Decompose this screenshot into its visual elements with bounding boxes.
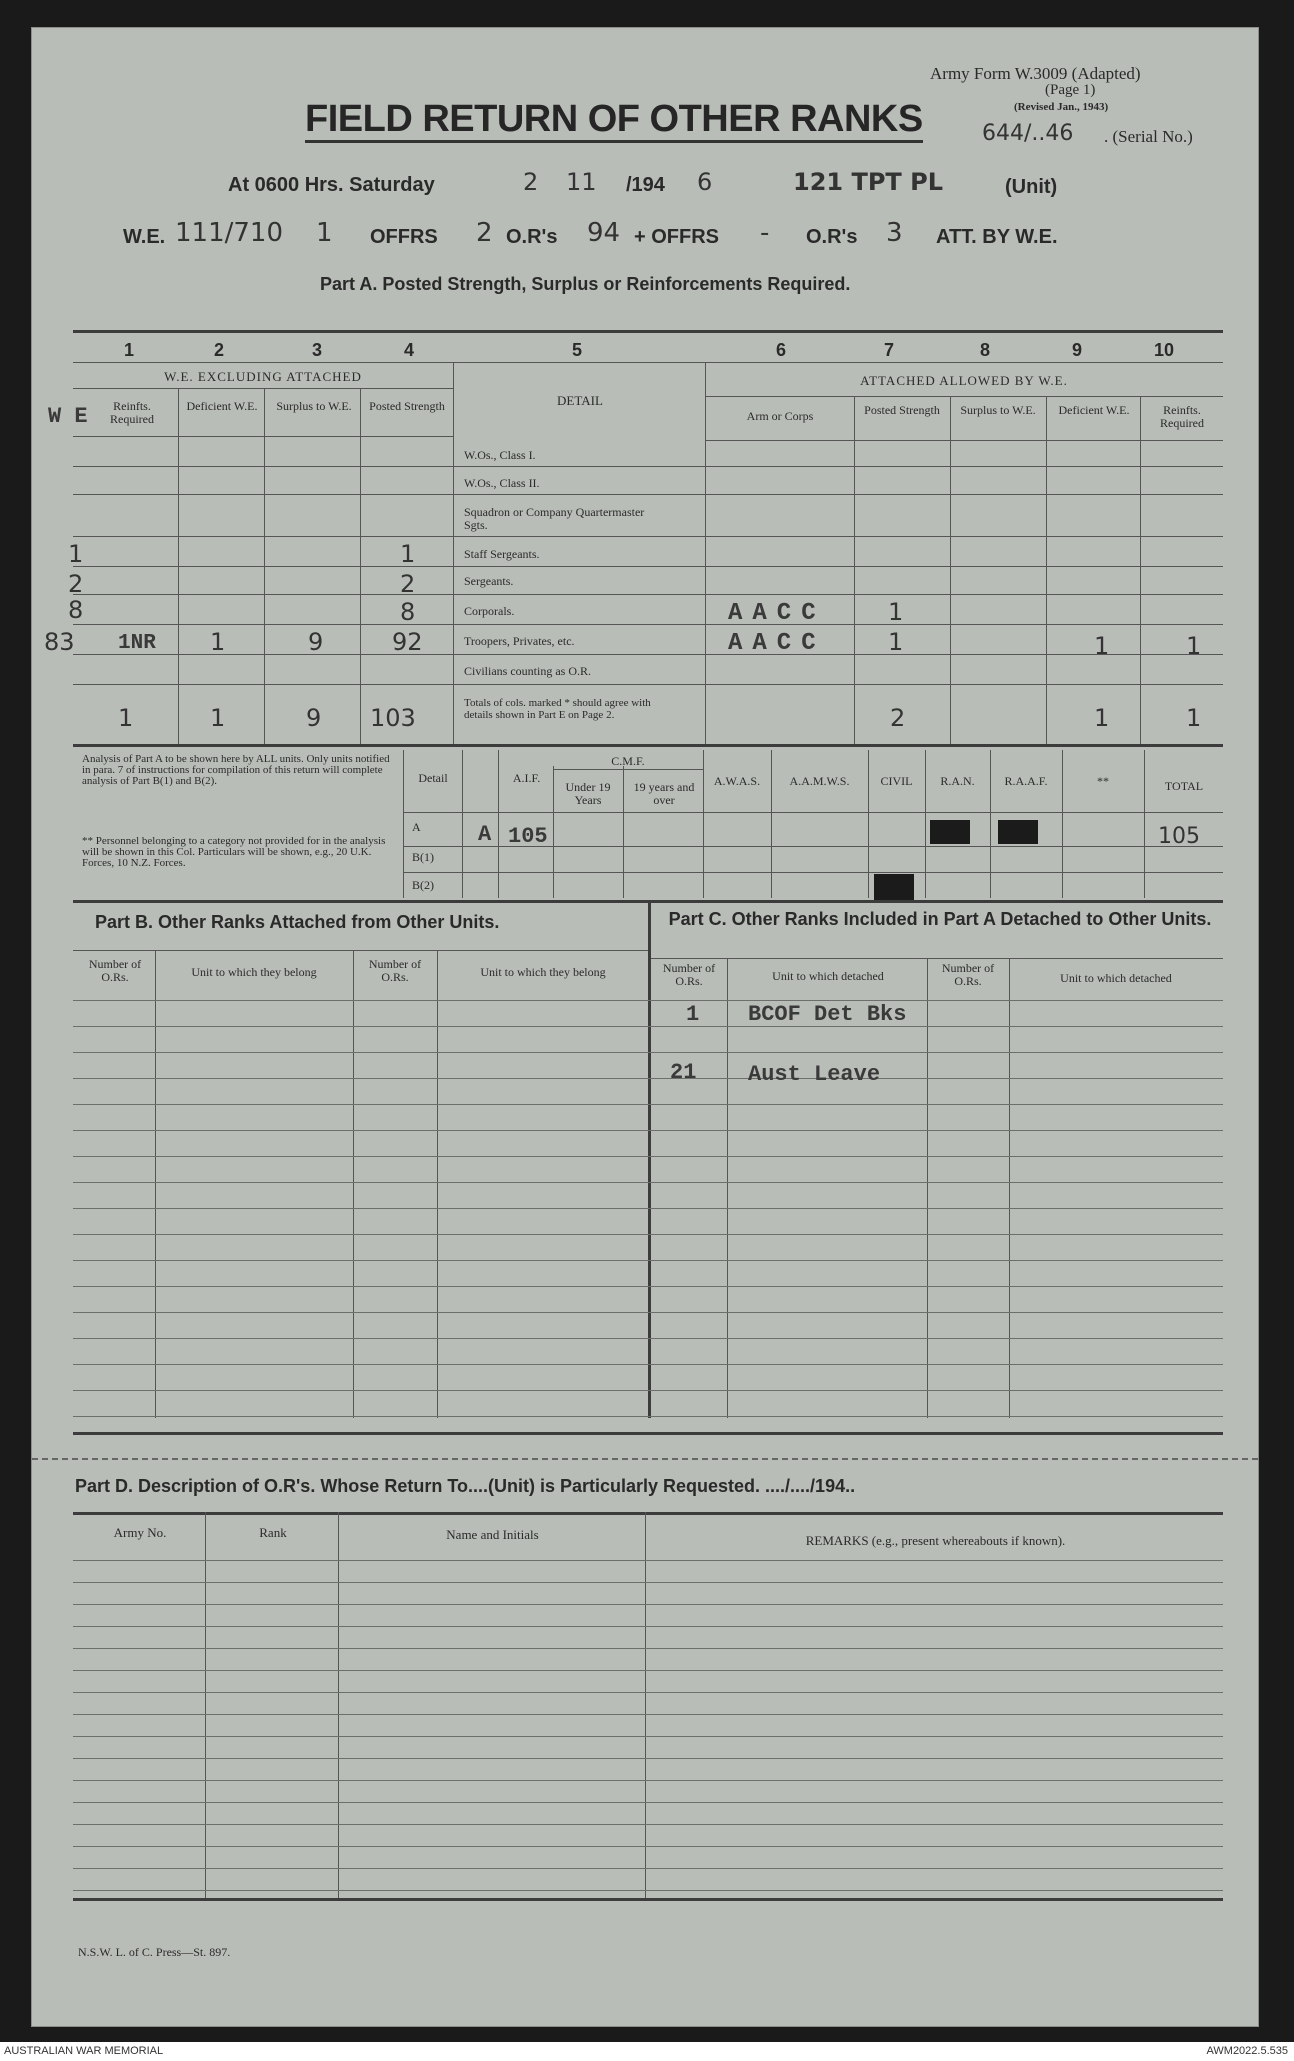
- ors-label: O.R's: [506, 226, 558, 248]
- printer-imprint: N.S.W. L. of C. Press—St. 897.: [78, 1945, 231, 1959]
- form-title: FIELD RETURN OF OTHER RANKS: [305, 98, 923, 143]
- redaction-raaf: [998, 820, 1038, 844]
- hdr-surplus-to-we-2: Surplus to W.E.: [960, 403, 1036, 417]
- part-c-unit-detached-2: Unit to which detached: [1060, 971, 1172, 985]
- ruled-line: [73, 1130, 1223, 1131]
- pte-reinfts: 83: [44, 628, 75, 656]
- pte-posted: 92: [392, 628, 423, 656]
- ruled-line: [73, 1890, 1223, 1891]
- part-c-entry-2-unit: Aust Leave: [748, 1062, 881, 1087]
- col-number-4: 4: [404, 340, 415, 360]
- part-c-unit-detached-1: Unit to which detached: [772, 969, 884, 983]
- total-surplus: 9: [306, 704, 322, 732]
- staff-sgt-reinfts: 1: [68, 540, 84, 568]
- pte-deficient: 1: [210, 628, 226, 656]
- pte-reinfts-nr: 1NR: [118, 632, 156, 655]
- ruled-line: [73, 1824, 1223, 1825]
- total-att-reinfts: 1: [1186, 704, 1202, 732]
- plus-offrs-value: -: [760, 218, 770, 248]
- header-bottom-right: [705, 440, 1223, 441]
- col-number-8: 8: [980, 340, 991, 360]
- row-label-totals: Totals of cols. marked * should agree with details shown in Part E on Page 2.: [464, 697, 651, 721]
- ruled-line: [73, 1390, 1223, 1391]
- analysis-ran-header: R.A.N.: [940, 774, 975, 788]
- serial-number-label: . (Serial No.): [1104, 127, 1193, 146]
- col-number-6: 6: [776, 340, 787, 360]
- footer-source: AUSTRALIAN WAR MEMORIAL: [4, 2045, 164, 2057]
- part-c-entry-1-unit: BCOF Det Bks: [748, 1002, 907, 1027]
- ruled-line: [73, 1714, 1223, 1715]
- col-number-9: 9: [1072, 340, 1083, 360]
- analysis-note-2: ** Personnel belonging to a category not provided for in the analysis will be shown in this Col. Particulars will be shown, e.g., 20 U.K. Forces, 10 N.Z. Forces.: [82, 835, 386, 869]
- ruled-line: [73, 1560, 1223, 1561]
- cpl-att-posted: 1: [888, 598, 904, 626]
- row-label-civilians: Civilians counting as O.R.: [464, 664, 591, 678]
- revision-date: (Revised Jan., 1943): [1014, 101, 1109, 113]
- part-c-num-ors-1: Number of O.Rs.: [662, 961, 716, 988]
- analysis-detail-header: Detail: [418, 771, 448, 785]
- hdr-deficient-we-2: Deficient W.E.: [1058, 403, 1130, 417]
- ruled-line: [73, 1260, 1223, 1261]
- ruled-line: [73, 1416, 1223, 1417]
- row-label-wo-class-1: W.Os., Class I.: [464, 448, 536, 462]
- total-posted: 103: [370, 704, 416, 732]
- analysis-a-mark: A: [478, 822, 492, 847]
- ruled-line: [73, 1736, 1223, 1737]
- year-digit: 6: [697, 168, 713, 196]
- col-number-10: 10: [1154, 340, 1175, 360]
- part-d-army-no: Army No.: [113, 1525, 167, 1540]
- analysis-raaf-header: R.A.A.F.: [1004, 774, 1048, 788]
- part-d-remarks: REMARKS (e.g., present whereabouts if known).: [805, 1533, 1066, 1548]
- sgt-posted: 2: [400, 570, 416, 598]
- col-number-2: 2: [214, 340, 225, 360]
- ruled-line: [73, 1026, 1223, 1027]
- part-b-num-ors-2: Number of O.Rs.: [368, 957, 422, 984]
- total-att-deficient: 1: [1094, 704, 1110, 732]
- ruled-line: [73, 1780, 1223, 1781]
- ruled-line: [73, 1868, 1223, 1869]
- part-d-rank: Rank: [259, 1525, 287, 1540]
- part-c-entry-1-num: 1: [686, 1002, 700, 1027]
- part-b-unit-belong-1: Unit to which they belong: [191, 965, 317, 979]
- row-label-wo-class-2: W.Os., Class II.: [464, 476, 540, 490]
- analysis-row-a: A: [412, 820, 421, 834]
- total-att-posted: 2: [890, 704, 906, 732]
- group-header-right: ATTACHED ALLOWED BY W.E.: [860, 373, 1068, 388]
- hdr-reinfts-required: Reinfts. Required: [110, 399, 154, 426]
- att-ors-label: O.R's: [806, 226, 858, 248]
- row-label-cqms: Squadron or Company Quartermaster Sgts.: [464, 505, 645, 532]
- cpl-reinfts: 8: [68, 596, 84, 624]
- pte-att-reinfts: 1: [1186, 632, 1202, 660]
- army-form-number: Army Form W.3009 (Adapted): [930, 64, 1141, 83]
- ruled-line: [73, 1604, 1223, 1605]
- part-c-num-ors-2: Number of O.Rs.: [941, 961, 995, 988]
- ruled-line: [73, 1582, 1223, 1583]
- offrs-label: OFFRS: [370, 226, 438, 248]
- row-label-staff-sergeants: Staff Sergeants.: [464, 547, 540, 561]
- analysis-aamws-header: A.A.M.W.S.: [789, 774, 850, 788]
- ruled-line: [73, 1692, 1223, 1693]
- ruled-line: [73, 1312, 1223, 1313]
- ruled-line: [73, 1802, 1223, 1803]
- cpl-arm-corps: AACC: [728, 600, 826, 627]
- row-label-corporals: Corporals.: [464, 604, 515, 618]
- header-bottom-left: [73, 436, 453, 437]
- ruled-line: [73, 1156, 1223, 1157]
- ruled-line: [73, 1338, 1223, 1339]
- ruled-line: [73, 1846, 1223, 1847]
- ruled-line: [73, 1626, 1223, 1627]
- part-b-title: Part B. Other Ranks Attached from Other Units.: [95, 912, 500, 932]
- group-header-left: W.E. EXCLUDING ATTACHED: [164, 369, 362, 384]
- hdr-arm-or-corps: Arm or Corps: [746, 409, 814, 423]
- analysis-other-header: **: [1097, 774, 1109, 788]
- part-d-name: Name and Initials: [446, 1527, 539, 1542]
- redaction-ran: [930, 820, 970, 844]
- unit-value: 121 TPT PL: [793, 168, 944, 196]
- att-ors-value: 3: [886, 218, 903, 248]
- part-a-title: Part A. Posted Strength, Surplus or Reinforcements Required.: [320, 274, 851, 294]
- ruled-line: [73, 1758, 1223, 1759]
- part-a-colnum-rule: [73, 362, 1223, 363]
- offrs-value: 2: [476, 218, 493, 248]
- analysis-under19-header: Under 19 Years: [565, 780, 611, 807]
- redaction-civil: [874, 874, 914, 902]
- part-b-unit-belong-2: Unit to which they belong: [480, 965, 606, 979]
- part-c-title: Part C. Other Ranks Included in Part A Detached to Other Units.: [668, 909, 1212, 929]
- we-prefix: W.E.: [123, 226, 166, 248]
- ruled-line: [73, 1286, 1223, 1287]
- group-right-rule: [705, 396, 1223, 397]
- row-label-troopers: Troopers, Privates, etc.: [464, 634, 575, 648]
- att-label: ATT. BY W.E.: [936, 226, 1058, 248]
- ruled-line: [73, 1670, 1223, 1671]
- hdr-reinfts-required-2: Reinfts. Required: [1160, 403, 1204, 430]
- ruled-line: [73, 1182, 1223, 1183]
- we-value: 111/710: [175, 218, 284, 248]
- year-prefix: /194: [626, 174, 665, 196]
- col-number-1: 1: [124, 340, 135, 360]
- we-suffix: 1: [316, 218, 333, 248]
- analysis-total-header: TOTAL: [1164, 779, 1204, 793]
- pte-att-posted: 1: [888, 628, 904, 656]
- ruled-line: [73, 1648, 1223, 1649]
- analysis-aif-header: A.I.F.: [512, 771, 541, 785]
- page-number: (Page 1): [1045, 82, 1096, 98]
- ruled-line: [73, 1234, 1223, 1235]
- analysis-a-aif-value: 105: [508, 824, 548, 849]
- part-a-top-rule: [73, 330, 1223, 333]
- group-left-rule: [73, 388, 453, 389]
- footer-bar: [0, 2042, 1294, 2061]
- ruled-line: [73, 1208, 1223, 1209]
- analysis-note-1: Analysis of Part A to be shown here by ALL units. Only units notified in para. 7 of instructions for compilation of this return will complete analysis of Part B(1) and B(2).: [82, 753, 390, 787]
- analysis-awas-header: A.W.A.S.: [713, 774, 761, 788]
- pte-att-deficient: 1: [1094, 632, 1110, 660]
- hdr-detail: DETAIL: [557, 393, 603, 408]
- hdr-posted-strength-2: Posted Strength: [864, 403, 940, 417]
- plus-offrs-label: + OFFRS: [634, 226, 720, 248]
- unit-label: (Unit): [1005, 176, 1058, 198]
- perforation-line: [32, 1458, 1258, 1460]
- total-reinfts: 1: [118, 704, 134, 732]
- ruled-line: [73, 1052, 1223, 1053]
- ors-value: 94: [587, 218, 621, 248]
- part-b-num-ors-1: Number of O.Rs.: [88, 957, 142, 984]
- col-number-3: 3: [312, 340, 323, 360]
- cpl-posted: 8: [400, 598, 416, 626]
- analysis-row-b1: B(1): [412, 850, 434, 864]
- ruled-line: [73, 1078, 1223, 1079]
- staff-sgt-posted: 1: [400, 540, 416, 568]
- date-month: 11: [566, 168, 597, 196]
- ruled-line: [73, 1000, 1223, 1001]
- analysis-a-total-value: 105: [1158, 824, 1200, 849]
- analysis-civil-header: CIVIL: [880, 774, 913, 788]
- part-d-title: Part D. Description of O.R's. Whose Return To....(Unit) is Particularly Requested. ..../..../194..: [75, 1476, 856, 1496]
- sgt-reinfts: 2: [68, 570, 84, 598]
- analysis-cmf-header: C.M.F.: [611, 754, 645, 768]
- pte-surplus: 9: [308, 628, 324, 656]
- ruled-line: [73, 1364, 1223, 1365]
- col-number-5: 5: [572, 340, 583, 360]
- ruled-line: [73, 1104, 1223, 1105]
- side-mark: W E: [48, 404, 88, 429]
- analysis-over19-header: 19 years and over: [633, 780, 695, 807]
- row-label-sergeants: Sergeants.: [464, 574, 514, 588]
- time-label: At 0600 Hrs. Saturday: [228, 174, 435, 196]
- hdr-surplus-to-we: Surplus to W.E.: [276, 399, 352, 413]
- footer-accession: AWM2022.5.535: [1206, 2045, 1288, 2057]
- total-deficient: 1: [210, 704, 226, 732]
- col-number-7: 7: [884, 340, 895, 360]
- pte-arm-corps: AACC: [728, 630, 826, 657]
- hdr-posted-strength: Posted Strength: [369, 399, 445, 413]
- date-day: 2: [523, 168, 539, 196]
- analysis-row-b2: B(2): [412, 878, 434, 892]
- serial-number-value: 644/..46: [982, 121, 1074, 146]
- hdr-deficient-we: Deficient W.E.: [186, 399, 258, 413]
- part-c-entry-2-num: 21: [670, 1060, 697, 1085]
